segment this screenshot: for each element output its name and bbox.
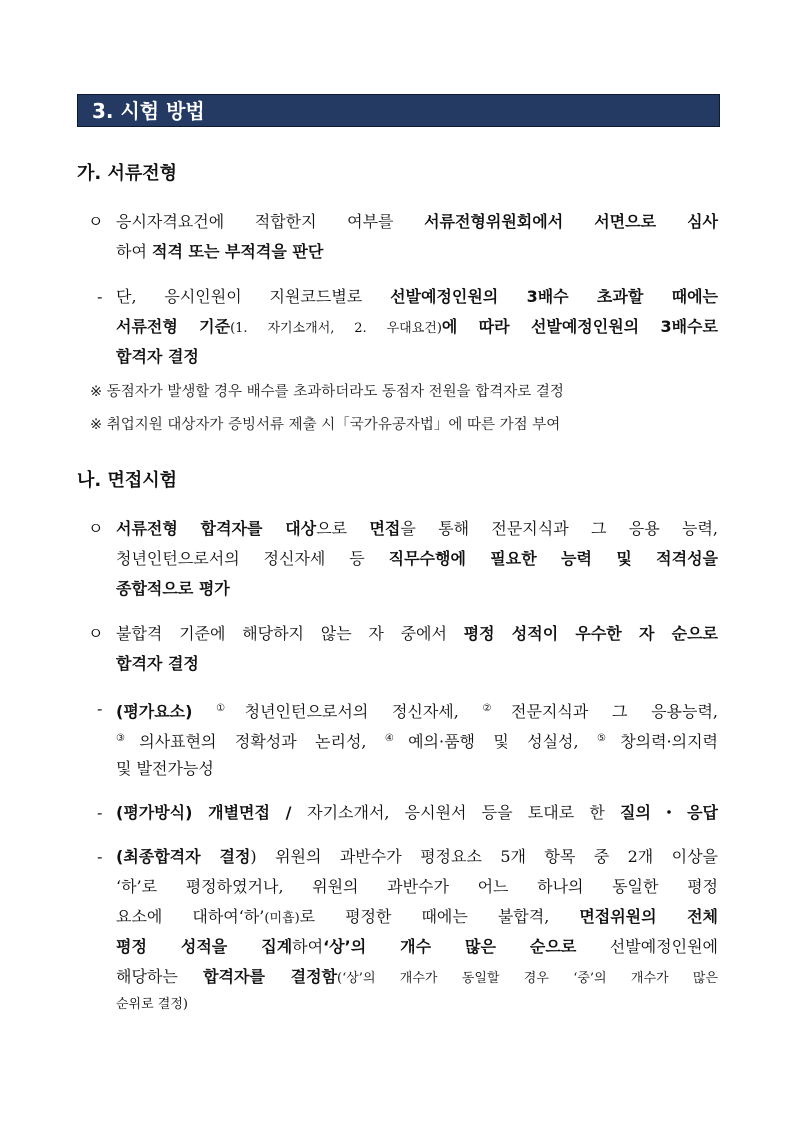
emphasis-text: 직무수행에 필요한 능력 및 적격성을: [388, 549, 718, 568]
emphasis-text: 서류전형위원회에서 서면으로 심사: [424, 212, 718, 231]
emphasis-text: 평정 성적이 우수한 자 순으로: [463, 624, 718, 643]
dash-mark: -: [97, 699, 103, 718]
ga-dash1-line1: [116, 285, 718, 309]
na-bullet2-line1: [116, 622, 718, 646]
circled-number: ④: [384, 733, 408, 744]
text: 하여: [292, 937, 324, 956]
text: 의사표현의 정확성과 논리성,: [139, 732, 385, 751]
emphasis-text: 서류전형 합격자를 대상: [116, 519, 317, 538]
subsection-heading-ga: 가. 서류전형: [77, 163, 178, 184]
na-bullet1-line2: [116, 547, 718, 571]
label-text: (최종합격자 결정: [116, 847, 251, 866]
na-dash2-line1: [116, 801, 718, 825]
emphasis-text: (평가방식) 개별면접 /: [116, 803, 308, 822]
note-1: ※ 동점자가 발생할 경우 배수를 초과하더라도 동점자 전원을 합격자로 결정: [90, 384, 564, 400]
text: 으로: [316, 519, 370, 538]
text: 하여: [116, 242, 152, 261]
small-text: (미흡): [264, 911, 300, 926]
emphasis-text: 적격 또는 부적격을 판단: [152, 242, 324, 261]
text: 을 통해 전문지식과 그 응용 능력,: [400, 519, 719, 538]
emphasis-text: 평정 성적을 집계: [116, 937, 293, 956]
note-2: ※ 취업지원 대상자가 증빙서류 제출 시「국가유공자법」에 따른 가점 부여: [90, 417, 561, 433]
na-dash1-line2: [116, 727, 718, 754]
small-text: (1. 자기소개서, 2. 우대요건): [230, 321, 442, 336]
emphasis-text: 질의・응답: [619, 803, 719, 822]
text: 불합격 기준에 해당하지 않는 자 중에서: [116, 624, 464, 643]
bullet-mark: ㅇ: [88, 212, 104, 231]
text: 청년인턴으로서의 정신자세,: [244, 702, 483, 721]
text: 선발예정인원에: [576, 937, 718, 956]
text: 단, 응시인원이 지원코드별로: [116, 287, 391, 306]
na-dash3-line3: [116, 905, 718, 931]
na-bullet2-line2: 합격자 결정: [116, 654, 199, 673]
emphasis-text: ‘상’의 개수 많은 순으로: [323, 937, 577, 956]
circled-number: ②: [482, 703, 511, 714]
subsection-heading-na: 나. 면접시험: [77, 470, 178, 491]
na-dash3-line4: [116, 935, 718, 959]
emphasis-text: 서류전형 기준: [116, 317, 231, 336]
bullet-mark: ㅇ: [88, 624, 104, 643]
text: 전문지식과 그 응용능력,: [511, 702, 718, 721]
ga-dash1-line3: 합격자 결정: [116, 347, 199, 366]
text: 응시자격요건에 적합한지 여부를: [116, 212, 425, 231]
circled-number: ⑤: [596, 733, 620, 744]
emphasis-text: 합격자를 결정함: [203, 967, 338, 986]
small-text: (‘상’의 개수가 동일할 경우 ‘중’의 개수가 많은: [337, 971, 718, 986]
emphasis-text: 에 따라 선발예정인원의 3배수로: [441, 317, 718, 336]
ga-bullet1-line2: [116, 240, 323, 264]
label-text: (평가요소): [116, 702, 193, 721]
na-dash3-line5: [116, 965, 718, 991]
text: 해당하는: [116, 967, 204, 986]
text: 자기소개서, 응시원서 등을 토대로 한: [307, 803, 620, 822]
na-dash1-line3: 및 발전가능성: [116, 759, 214, 778]
ga-bullet1-line1: [116, 210, 718, 234]
section-title-banner: [77, 94, 720, 127]
text: 요소에 대하여‘하’: [116, 907, 265, 926]
bullet-mark: ㅇ: [88, 519, 104, 538]
na-dash3-line2: ‘하’로 평정하였거나, 위원의 과반수가 어느 하나의 동일한 평정: [116, 877, 718, 896]
ga-dash1-line2: [116, 315, 718, 341]
na-dash1-line1: [116, 697, 718, 724]
na-bullet1-line1: [116, 517, 718, 541]
dash-mark: -: [97, 287, 103, 306]
emphasis-text: 선발예정인원의 3배수 초과할 때에는: [390, 287, 718, 306]
text: 창의력·의지력: [620, 732, 719, 751]
text: 로 평정한 때에는 불합격,: [299, 907, 580, 926]
circled-number: ③: [116, 733, 139, 744]
na-dash3-line6: 순위로 결정): [116, 997, 188, 1012]
emphasis-text: 면접: [369, 519, 401, 538]
na-dash3-line1: [116, 845, 718, 869]
dash-mark: -: [97, 803, 103, 822]
text: 예의·품행 및 성실성,: [408, 732, 597, 751]
text: 청년인턴으로서의 정신자세 등: [116, 549, 389, 568]
text: ) 위원의 과반수가 평정요소 5개 항목 중 2개 이상을: [250, 847, 718, 866]
emphasis-text: 면접위원의 전체: [579, 907, 718, 926]
section-title: 3. 시험 방법: [92, 99, 205, 123]
circled-number: ①: [216, 703, 244, 714]
dash-mark: -: [97, 847, 103, 866]
na-bullet1-line3: 종합적으로 평가: [116, 579, 230, 598]
